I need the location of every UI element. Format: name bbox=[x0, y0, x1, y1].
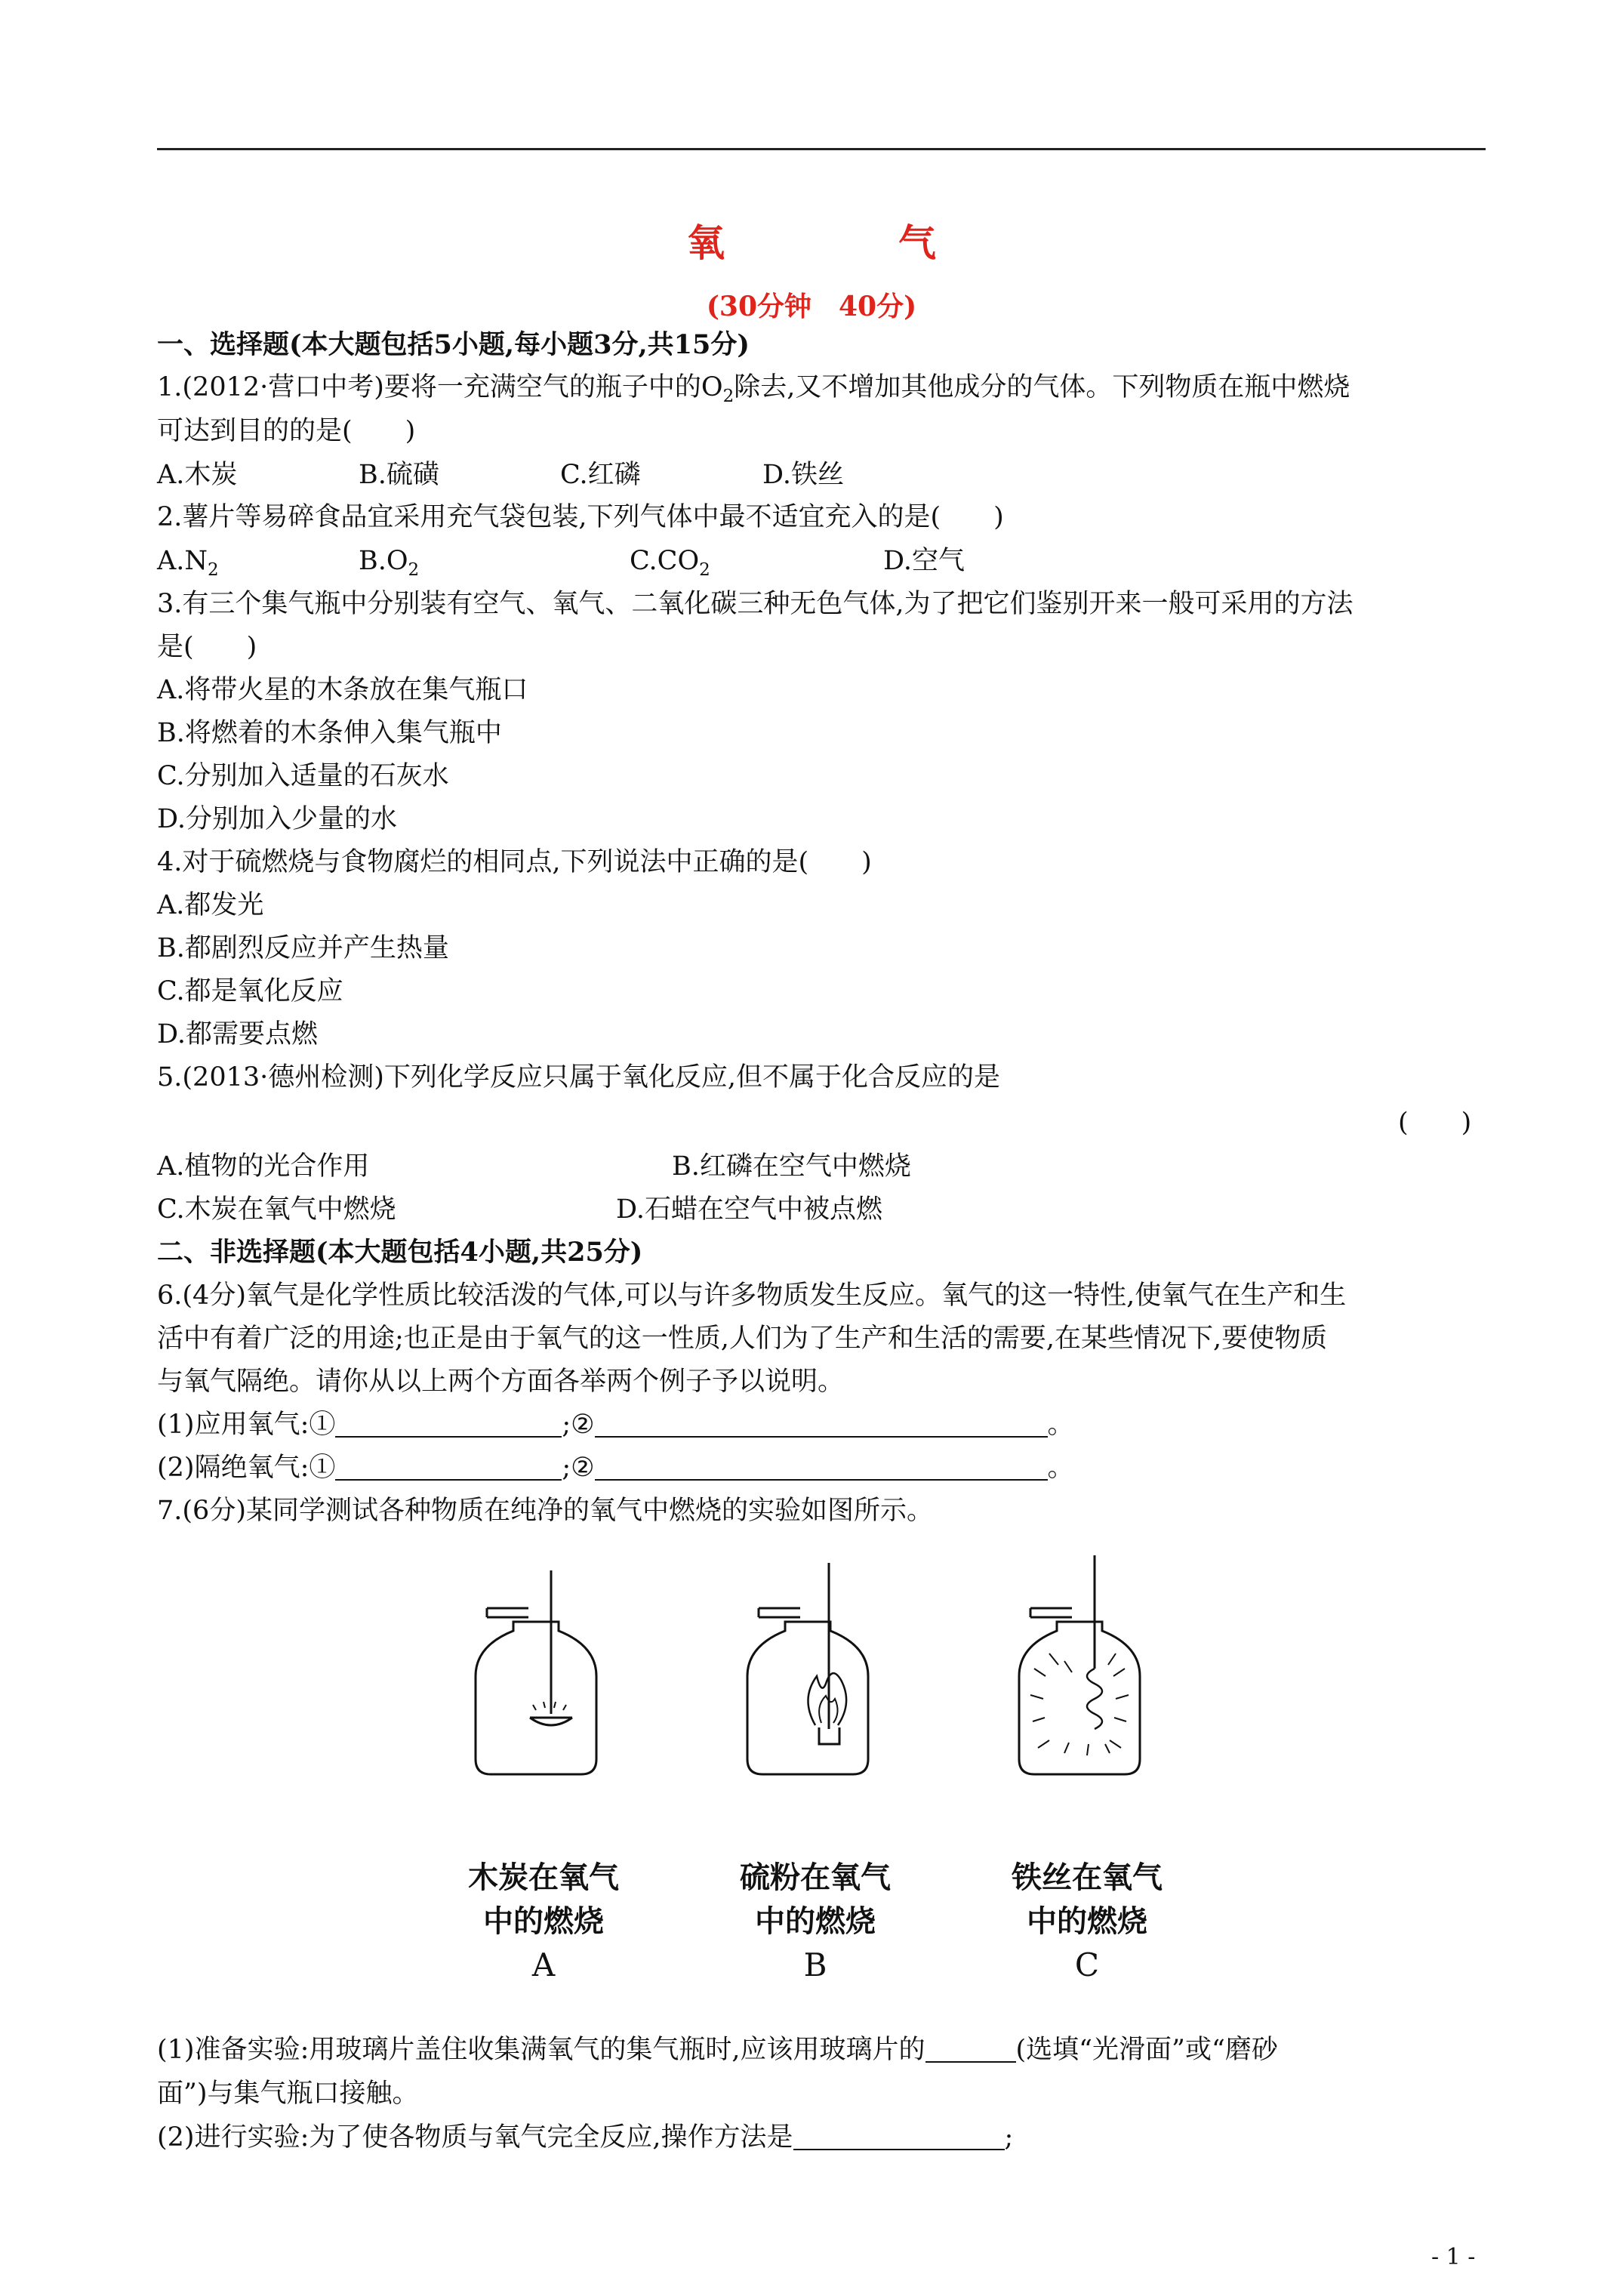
label-b: B bbox=[803, 1946, 827, 1983]
label-a: A bbox=[531, 1946, 556, 1983]
option-a: A.植物的光合作用 bbox=[157, 1151, 370, 1182]
section-heading-2: 二、非选择题(本大题包括4小题,共25分) bbox=[157, 1237, 643, 1268]
question-4-option-a: A.都发光 bbox=[157, 890, 264, 920]
bottle-c-iron-wire bbox=[1019, 1555, 1140, 1774]
section-heading-1: 一、选择题(本大题包括5小题,每小题3分,共15分) bbox=[157, 329, 750, 360]
answer-blank[interactable] bbox=[925, 2036, 1016, 2063]
option-b: B.硫磺 bbox=[359, 460, 439, 490]
question-4-text: 4.对于硫燃烧与食物腐烂的相同点,下列说法中正确的是( ) bbox=[157, 847, 872, 877]
question-3-option-c: C.分别加入适量的石灰水 bbox=[157, 761, 449, 791]
answer-blank[interactable] bbox=[595, 1410, 1048, 1438]
question-7-text: 7.(6分)某同学测试各种物质在纯净的氧气中燃烧的实验如图所示。 bbox=[157, 1496, 933, 1526]
question-6-sub-2: (2)隔绝氧气:① ;② 。 bbox=[157, 1453, 1074, 1483]
caption-a: 木炭在氧气 中的燃烧 bbox=[468, 1860, 619, 1939]
page-title: 氧 气 bbox=[687, 220, 1004, 265]
question-2-options bbox=[157, 542, 1486, 580]
question-3-line-2: 是( ) bbox=[157, 632, 257, 662]
bottle-b-sulfur bbox=[747, 1563, 868, 1774]
question-7-sub-1-line-2: 面”)与集气瓶口接触。 bbox=[157, 2079, 419, 2109]
answer-blank[interactable] bbox=[595, 1453, 1048, 1481]
question-4-option-b: B.都剧烈反应并产生热量 bbox=[157, 933, 449, 963]
question-1-options bbox=[157, 456, 1486, 494]
question-6-line-3: 与氧气隔绝。请你从以上两个方面各举两个例子予以说明。 bbox=[157, 1367, 845, 1397]
option-b: B.红磷在空气中燃烧 bbox=[672, 1151, 911, 1182]
question-5-options-row-2 bbox=[157, 1191, 1486, 1228]
question-7-sub-2: (2)进行实验:为了使各物质与氧气完全反应,操作方法是 ; bbox=[157, 2122, 1014, 2153]
question-3-option-a: A.将带火星的木条放在集气瓶口 bbox=[157, 675, 528, 705]
question-3-option-d: D.分别加入少量的水 bbox=[157, 804, 397, 834]
option-c: C.红磷 bbox=[560, 460, 641, 490]
caption-b: 硫粉在氧气 中的燃烧 bbox=[740, 1860, 891, 1939]
question-1-line-1: 1.(2012·营口中考)要将一充满空气的瓶子中的$O_2$除去,又不增加其他成分的气体。下列物质在瓶中燃烧 bbox=[157, 372, 1350, 406]
gas-bottles-illustration bbox=[423, 1555, 1223, 1857]
bottle-a-charcoal bbox=[476, 1570, 596, 1774]
question-3-line-1: 3.有三个集气瓶中分别装有空气、氧气、二氧化碳三种无色气体,为了把它们鉴别开来一般可采用的方法 bbox=[157, 589, 1354, 619]
option-d: D.空气 bbox=[883, 546, 965, 576]
question-6-sub-1: (1)应用氧气:① ;② 。 bbox=[157, 1410, 1074, 1440]
option-b: $B.O_2$ bbox=[359, 546, 420, 580]
experiment-figure bbox=[423, 1555, 1223, 1983]
question-5-options-row-1 bbox=[157, 1148, 1486, 1185]
question-2-text: 2.薯片等易碎食品宜采用充气袋包装,下列气体中最不适宜充入的是( ) bbox=[157, 502, 1004, 532]
answer-blank[interactable] bbox=[793, 2123, 1005, 2150]
option-d: D.铁丝 bbox=[762, 460, 844, 490]
answer-blank[interactable] bbox=[335, 1453, 562, 1481]
option-c: C.木炭在氧气中燃烧 bbox=[157, 1194, 396, 1225]
question-6-line-1: 6.(4分)氧气是化学性质比较活泼的气体,可以与许多物质发生反应。氧气的这一特性,使氧气在生产和生 bbox=[157, 1281, 1347, 1311]
label-c: C bbox=[1074, 1946, 1100, 1983]
option-d: D.石蜡在空气中被点燃 bbox=[616, 1194, 882, 1225]
question-5-text: 5.(2013·德州检测)下列化学反应只属于氧化反应,但不属于化合反应的是 bbox=[157, 1062, 1001, 1093]
page-number: - 1 - bbox=[1431, 2244, 1476, 2270]
answer-blank[interactable] bbox=[335, 1410, 562, 1438]
question-6-line-2: 活中有着广泛的用途;也正是由于氧气的这一性质,人们为了生产和生活的需要,在某些情况下,要使物质 bbox=[157, 1324, 1328, 1354]
question-1-line-2: 可达到目的的是( ) bbox=[157, 416, 416, 446]
question-3-option-b: B.将燃着的木条伸入集气瓶中 bbox=[157, 718, 502, 748]
question-4-option-c: C.都是氧化反应 bbox=[157, 976, 343, 1006]
header-rule bbox=[157, 148, 1486, 150]
answer-parentheses: ( ) bbox=[1398, 1108, 1472, 1138]
option-a: $A.N_2$ bbox=[157, 546, 219, 580]
option-c: $C.CO_2$ bbox=[630, 546, 710, 580]
page-subtitle: (30分钟 40分) bbox=[706, 291, 917, 322]
caption-c: 铁丝在氧气 中的燃烧 bbox=[1012, 1860, 1163, 1939]
option-a: A.木炭 bbox=[157, 460, 238, 490]
question-4-option-d: D.都需要点燃 bbox=[157, 1019, 318, 1049]
question-7-sub-1-line-1: (1)准备实验:用玻璃片盖住收集满氧气的集气瓶时,应该用玻璃片的 (选填“光滑面”或“磨砂 bbox=[157, 2035, 1278, 2065]
